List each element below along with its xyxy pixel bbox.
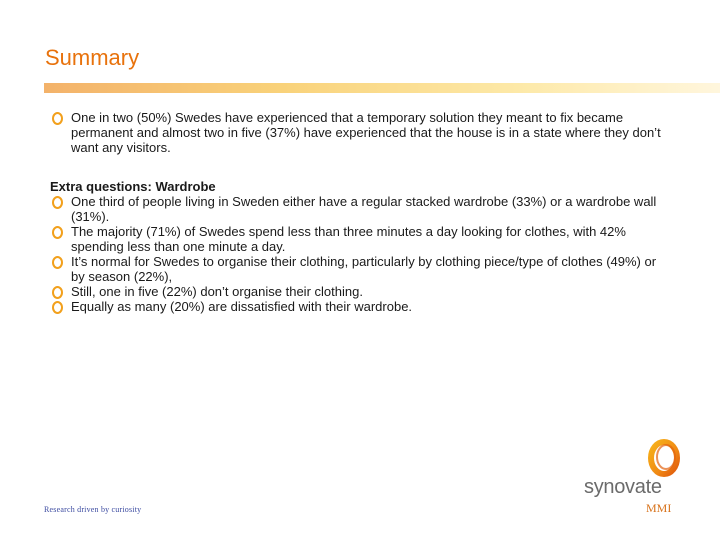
footer-tagline: Research driven by curiosity [44, 505, 142, 514]
ring-bullet-icon [52, 112, 63, 125]
slide-title: Summary [45, 45, 140, 70]
section-heading: Extra questions: Wardrobe [50, 179, 216, 194]
bullet-item [50, 224, 670, 254]
bullet-item [50, 194, 670, 224]
bullet-item [50, 110, 670, 155]
ring-bullet-icon [52, 256, 63, 269]
synovate-logo [584, 438, 694, 518]
logo-subtext: MMI [646, 501, 672, 515]
bullet-item [50, 299, 670, 314]
bullet-text: Equally as many (20%) are dissatisfied with their wardrobe. [71, 299, 413, 314]
ring-bullet-icon [52, 196, 63, 209]
bullet-text: The majority (71%) of Swedes spend less than three minutes a day looking for clothes, with 42% spending less than one minute a day. [71, 224, 626, 254]
synovate-ring-icon [644, 438, 688, 478]
logo-wordmark: synovate [584, 476, 662, 498]
ring-bullet-icon [52, 301, 63, 314]
bullet-item [50, 254, 670, 284]
ring-bullet-icon [52, 286, 63, 299]
bullet-text: Still, one in five (22%) don’t organise their clothing. [71, 284, 363, 299]
slide-body [50, 110, 670, 314]
bullet-text: It’s normal for Swedes to organise their clothing, particularly by clothing piece/type of clothes (49%) or by season (22%), [71, 254, 657, 284]
bullet-text: One third of people living in Sweden either have a regular stacked wardrobe (33%) or a wardrobe wall (31%). [71, 194, 657, 224]
title-underline-bar [44, 83, 720, 93]
ring-bullet-icon [52, 226, 63, 239]
bullet-item [50, 284, 670, 299]
bullet-text: One in two (50%) Swedes have experienced that a temporary solution they meant to fix became permanent and almost two in five (37%) have experienced that the house is in a state where they don’t want any visitors. [71, 110, 661, 155]
